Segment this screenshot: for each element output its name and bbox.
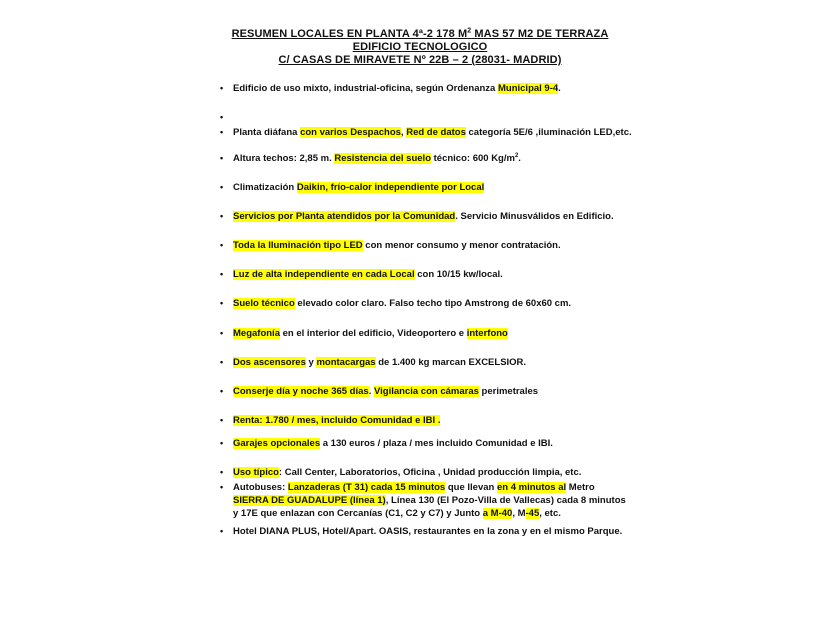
bullet-icon: • xyxy=(220,526,224,536)
list-item xyxy=(220,414,653,427)
bullet-icon: • xyxy=(220,415,224,425)
highlight-text: Resistencia del suelo xyxy=(334,153,431,164)
highlight-text: Toda la Iluminación tipo LED xyxy=(233,240,363,251)
highlight-text: Garajes opcionales xyxy=(233,438,321,449)
item-text: que llevan xyxy=(445,482,497,493)
highlight-text: en 4 minutos al xyxy=(496,482,567,493)
item-text: y 17E que enlazan con Cercanías (C1, C2 y C7) y Junto xyxy=(233,508,483,519)
item-text: Edificio de uso mixto, industrial-oficina, según Ordenanza xyxy=(233,83,498,94)
list-item xyxy=(220,239,653,252)
list-item xyxy=(220,268,653,281)
item-text: Altura techos: 2,85 m. xyxy=(233,153,335,164)
bullet-icon: • xyxy=(220,438,224,448)
list-item xyxy=(220,356,653,369)
highlight-text: Uso típico xyxy=(233,467,279,478)
list-item xyxy=(220,82,653,95)
bullet-icon: • xyxy=(220,240,224,250)
bullet-icon: • xyxy=(220,482,224,492)
list-item xyxy=(220,327,653,340)
highlight-text: Daikin, frío-calor independiente por Local xyxy=(296,182,485,193)
highlight-text: Municipal 9-4 xyxy=(497,83,559,94)
item-text: perimetrales xyxy=(478,386,539,397)
list-item xyxy=(220,152,653,165)
item-text: categoría 5E/6 ,iluminación LED,etc. xyxy=(465,127,632,138)
superscript: 2 xyxy=(514,152,519,159)
item-text: técnico: 600 Kg/m xyxy=(431,153,515,164)
bullet-icon: • xyxy=(220,386,224,396)
highlight-text: Vigilancia con cámaras xyxy=(373,386,479,397)
list-item-autobuses xyxy=(220,481,653,520)
list-item xyxy=(220,126,653,139)
highlight-text: montacargas xyxy=(316,357,376,368)
item-text: , xyxy=(400,127,407,138)
title-text: RESUMEN LOCALES EN PLANTA 4ª-2 178 M xyxy=(231,28,468,40)
highlight-text: Red de datos xyxy=(406,127,466,138)
highlight-text: Dos ascensores xyxy=(233,357,306,368)
bullet-icon: • xyxy=(220,182,224,192)
bullet-icon: • xyxy=(220,112,224,122)
bullet-icon: • xyxy=(220,357,224,367)
document-title-line1 xyxy=(0,28,840,40)
list-item xyxy=(220,297,653,310)
bullet-icon: • xyxy=(220,328,224,338)
item-text: Planta diáfana xyxy=(233,127,301,138)
highlight-text: SIERRA DE GUADALUPE (línea 1) xyxy=(233,495,386,506)
highlight-text: Megafonía xyxy=(233,328,280,339)
item-text: y xyxy=(305,357,317,368)
bullet-icon: • xyxy=(220,83,224,93)
highlight-text: Lanzaderas (T 31) cada 15 minutos xyxy=(287,482,446,493)
list-item xyxy=(220,437,653,450)
highlight-text: Conserje día y noche 365 días xyxy=(233,386,369,397)
list-item xyxy=(220,466,653,479)
item-text: , etc. xyxy=(539,508,561,519)
item-text: , M xyxy=(512,508,526,519)
title-text-end: MAS 57 M2 DE TERRAZA xyxy=(471,28,609,40)
item-text: de 1.400 kg marcan EXCELSIOR. xyxy=(375,357,527,368)
bullet-icon: • xyxy=(220,467,224,477)
highlight-text: a M-40 xyxy=(482,508,513,519)
highlight-text: con varios Despachos xyxy=(300,127,401,138)
title-superscript: 2 xyxy=(467,27,472,35)
highlight-text: Servicios por Planta atendidos por la Comunidad xyxy=(233,211,456,222)
list-item xyxy=(220,210,653,223)
highlight-text: interfono xyxy=(466,328,508,339)
item-text: en el interior del edificio, Videoportero e xyxy=(279,328,467,339)
item-text: Climatización xyxy=(233,182,297,193)
bullet-icon: • xyxy=(220,211,224,221)
bullet-icon: • xyxy=(220,127,224,137)
highlight-text: Suelo técnico xyxy=(233,298,295,309)
item-text: a 130 euros / plaza / mes incluido Comunidad e IBI. xyxy=(320,438,553,449)
item-text: . xyxy=(518,153,521,164)
highlight-text: -45 xyxy=(525,508,540,519)
item-text: : Call Center, Laboratorios, Oficina , Unidad producción limpia, etc. xyxy=(278,467,582,478)
item-text: . Servicio Minusválidos en Edificio. xyxy=(455,211,614,222)
list-item xyxy=(220,525,653,538)
item-text: con menor consumo y menor contratación. xyxy=(362,240,561,251)
item-text: elevado color claro. Falso techo tipo Amstrong de 60x60 cm. xyxy=(294,298,572,309)
item-text: Hotel DIANA PLUS, Hotel/Apart. OASIS, restaurantes en la zona y en el mismo Parque. xyxy=(233,526,623,537)
item-text: , Línea 130 (El Pozo-Villa de Vallecas) cada 8 minutos xyxy=(385,495,626,506)
bullet-icon: • xyxy=(220,298,224,308)
list-item xyxy=(220,181,653,194)
bullet-icon: • xyxy=(220,269,224,279)
item-text: . xyxy=(558,83,561,94)
item-text: . xyxy=(368,386,374,397)
list-item xyxy=(220,385,653,398)
bullet-icon: • xyxy=(220,153,224,163)
highlight-text: Luz de alta independiente en cada Local xyxy=(233,269,415,280)
item-text: con 10/15 kw/local. xyxy=(414,269,503,280)
item-text: Autobuses: xyxy=(233,482,288,493)
document-title-line2: EDIFICIO TECNOLOGICO xyxy=(352,41,488,53)
item-text: Metro xyxy=(566,482,595,493)
highlight-text: Renta: 1.780 / mes, incluido Comunidad e IBI . xyxy=(233,415,441,426)
document-title-line3: C/ CASAS DE MIRAVETE Nº 22B – 2 (28031- MADRID) xyxy=(278,54,562,66)
